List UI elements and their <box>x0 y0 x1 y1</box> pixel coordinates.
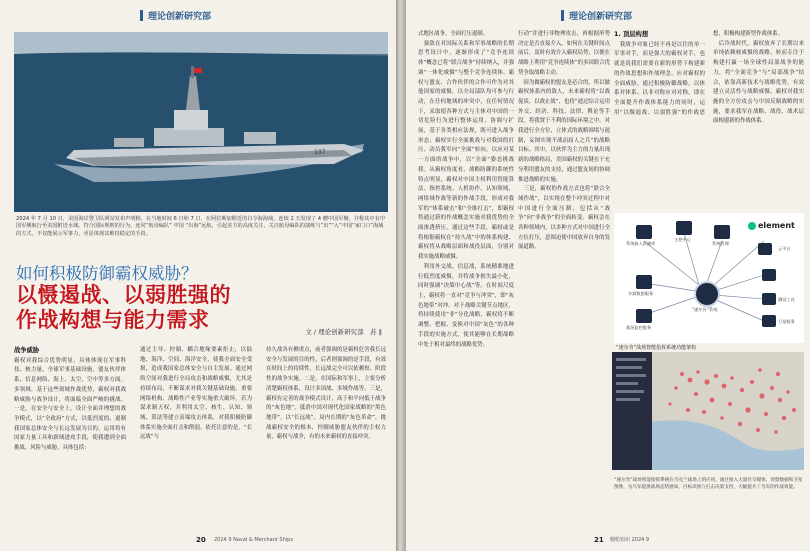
label-satellite-service: 卫星服务 <box>778 319 795 324</box>
system-management-icon <box>714 225 730 239</box>
right-page-footer: 舰船知识 2024 9 <box>610 537 650 543</box>
header-rule-left-a <box>14 8 134 22</box>
right-column-3 <box>614 30 804 206</box>
photo-caption: 2024 年 7 月 10 日，美国海岸警卫队网站发布声明称，在当地时间 6 日和 7 日，在阿拉斯加附近的白令海海域，连续 2 天发现了 4 艘中国军舰，并称其中有中国军舰航行至美国附近水域。符合国际规则的行为，连同“航母编队” 中国 “出海”远航，引起美方的高度关注，关注航母编队的演练与“出”“入”中国“家门口”海域的方式，不仅能展示军事力，更显体现其维持稳定的手段。 <box>16 216 385 237</box>
label-battlefield-monitoring: 战场监控服务 <box>626 325 652 330</box>
left-page <box>0 0 396 551</box>
right-column-2 <box>518 30 610 251</box>
testing-tools-icon <box>762 293 776 305</box>
header-rule-right-b <box>644 8 798 22</box>
header-bar <box>561 10 564 21</box>
left-header-label: 理论创新研究部 <box>148 11 212 22</box>
map-figure-title: “速尔肯”战场智能指挥系统功能架构 <box>616 345 697 351</box>
control-center-icon <box>676 221 692 235</box>
label-control-center: 主控中心 <box>674 237 691 242</box>
left-column-3-text: 持久战各有侧重点，前者强调的是霸权危害我长远安全与发展的目的性，后者则强调的是手段，有效在时间上的持续性，长远战完全可以依赖短、阶段性的战争实施。二是，在国际和军事上，主要分析清楚霸权体系，设计多国战、多域作战等。三是，霸权有完善的战争模式设计，高于和平向低于战争的“灰色地”，抵消中国对现代化国家战略的“黑色地带”。以“长远战”、局内长期的“灰色革命”，挑战霸权安全的根本，控制威胁盟友伙伴的主权力量，霸权与战争，有的未来霸权的直接冲突。 <box>266 347 386 441</box>
label-testing-tools: 测试工具 <box>778 297 795 302</box>
warship-photo <box>14 32 388 212</box>
satellite-service-icon <box>762 269 776 281</box>
left-page-footer: 2024 9 Naval & Merchant Ships <box>214 537 293 543</box>
warship-illustration <box>14 32 388 212</box>
right-page-number: 21 <box>594 536 604 544</box>
left-page-number: 20 <box>196 536 206 544</box>
label-resource-library: 系统接入资源库 <box>626 241 656 246</box>
left-column-3 <box>266 346 386 526</box>
section-heading-top-level: 1. 顶层构想 <box>614 31 649 38</box>
element-logo-icon <box>748 222 756 230</box>
resource-library-icon <box>636 225 652 239</box>
right-column-1 <box>418 30 514 518</box>
article-title <box>16 283 231 333</box>
left-column-2 <box>140 346 252 526</box>
header-bar <box>140 10 143 21</box>
delta-system-hub-icon <box>694 281 720 307</box>
label-delta-system: “速尔肯”系统 <box>692 307 718 312</box>
title-line-1: 以慑遏战、以弱胜强的 <box>16 283 231 307</box>
battlefield-monitoring-icon <box>636 309 652 323</box>
right-column-1-text: 式地区战争，全面打压遏制。 强敌在对国际关系和军事战略的长期思考设计中，逐渐形成了“竞争连续体”概念已将“联合战争”持续纳入，并强调“一体化威慑”与整个竞争连续体、霸权与盟友、合作伙伴的合作可作为对其他国家的威慑，以全局部队均可参与行动，在任何地域的冲突中，在任何情况下，采取使各种方式与主体对中国的一切危险行为进行整体运用、协调与扩展，基于各类相应法规，既可进入战争形态；霸权实行全面挑战与对我国的打压、动员我军向“全面”转向，以应对某一方面的战争中，以“全面”姿态挑战我。从霸权角度看，战略防御的系统性特点明显，霸权对中国主权利用智能算法、指控系统、人机协作、认知领域、网络域作战等新的作战手段，形成对我军的“体系破击”和“全维打击”，即霸权将通过新的作战概念实施对我优势的全面渗透挤压。通过这些手段，霸权或是将根据霸权在“持久战”中的体系构建、霸权将从战略层面和战役层面，分别对我实施战略威慑。 利用外交战、信息战，系统精准地进行低烈度威慑，并将战争损失最小化，同时强调“决策中心战”等。在时间尺度上，霸权将一直对“竞争与冲突”，即“灰色地带”对冲。对于战略关键节点地区，将持续使用“非”分化战略，霸权将不断调整、把握、变换对中国“灰色”的各种手段的实施方式，使其能够在长期战略中处于相对最终的战略优势。 <box>418 31 514 348</box>
right-page <box>406 0 810 551</box>
right-page-header <box>561 8 632 22</box>
element-logo <box>748 221 795 230</box>
left-column-1-text: 霸权对我综合优势明显，具体体现在军事科技、核力量、全球军事基础设施、盟友伙伴体系、信息网络、海上、太空、空中等多方面。多领域、基于这些领域作战优势，霸权对我战略威胁与战争设计，将面临全面严峻的挑战。一是，在安全与安全上，设计全面并理想的战争模式，以“全政府”方式，以低烈度的、遏制我国家总体安全与长远发展为目的，运用将有国家力量工具和新域进攻手段，使我遭到全面挑战、风险与威胁，具体包括： <box>14 357 126 452</box>
architecture-diagram <box>614 213 804 343</box>
right-column-2-text: 行动”并进行非物理攻击，再根据形势决定是否直接介入。如何在关键时间点前后，及时有效介入霸权局势，以便在战略上利用“竞争连续体”的多国联合优势争取战略主动。 因为做霸权的盟友是必合的，所以做霸权体系内的敌人，未来霸权将“以战促谈、以战止战”，也将“通过综合运用外交、经济、科技、法律、舆论等手段，将我置于不利的国际环境之中，对我进行全方位、立体式的战略围堵与遏制，妄图实现不战而屈人之兵”的战略目标。其中，以伙伴为主力的力量出现新的战略格局，美国霸权的关键在于充分利用盟友的支持，通过盟友间的协调推进战略的实施。 三是，霸权的作战方式也将“联合全域作战”，以实现在整个冲突过程中对中国进行全面压制，包括从“战争”向“非战争”的全面转变。霸权会在各种领域内，以多种方式对中国进行全方位打压，意图迫使中国放弃自身的发展道路。 <box>518 31 610 251</box>
map-canvas <box>612 352 804 470</box>
byline: 文 / 理论创新研究部 苏 ‖ <box>305 328 382 336</box>
article-kicker: 如何积极防御霸权威胁？ <box>16 264 198 283</box>
satellite-link-icon <box>762 315 776 327</box>
battlefield-map-figure <box>612 352 804 470</box>
left-page-header <box>140 8 211 22</box>
right-header-label: 理论创新研究部 <box>569 11 633 22</box>
section-heading-war-threat: 战争威胁 <box>14 347 40 354</box>
left-column-1 <box>14 346 126 526</box>
element-logo-text: element <box>758 221 795 230</box>
header-rule-right-a <box>418 8 554 22</box>
multi-source-data-icon <box>636 275 652 289</box>
right-column-3-text: 我战争对象已经不再是以往的单一军事对手，而是强大的霸权对手，也就是说我们需要在新的形势下构建新的作战思想和作战理念，应对霸权的全面威胁。通过积极防御战略，以体系对体系、以非对称应对对称，即在全面提升作战体系能力的同时，运用“以慑遏战、以弱胜强”的作战思想，积极构建新型作战体系。 后冷战时代，霸权放弃了长期以来单纯依赖核威慑的战略，转而专注于构建打赢一场全球性局部战争的能力，将“全面竞争”与“局部战争”结合，依靠高新技术与战略优势，有效建立灵活性与战略威慑。霸权对我实施的全方位攻击与中国反制战略的实施，要求我军在战略、战役、战术层面构建新的作战体系。 <box>614 31 804 125</box>
header-rule-left-b <box>222 8 388 22</box>
right-column-3-flow <box>614 30 804 206</box>
map-figure-caption: “速尔肯”战场智能指挥系统在乌克兰战场上的应用，通过接入大量社交媒体、侦察数据和卫星图像，为乌军提供战场态势感知、目标识别与打击决策支持，大幅提升了乌军的作战效能。 <box>614 478 803 490</box>
label-system-management: 系统管理 <box>712 241 729 246</box>
label-multi-source-data: 多源数据服务 <box>628 291 654 296</box>
label-cloud-platform: 云平台 <box>778 246 791 251</box>
left-column-2-text: 通过主导、控制、耦合地缘要素拒止，以陆地、海洋、空间、海洋安全，使我全面安全受损，造成我国家总体安全与自主发展。通过网络空间对我进行全局攻击和战略威慑，尤其是持续布局，不断谋求对我关键基础设施、重要网络机构、战略性产业等实施重大破坏。若为谋求制天权，并利用太空、核生、认知、领域、算法等建立高端攻击体系，对我积极防御体系实施全面打击和削弱。依托注意的是，“长远战”与 <box>140 347 252 441</box>
cloud-platform-icon <box>758 243 772 255</box>
title-line-2: 作战构想与能力需求 <box>16 308 210 332</box>
page-gutter <box>396 0 406 551</box>
svg-text:107: 107 <box>314 149 326 156</box>
